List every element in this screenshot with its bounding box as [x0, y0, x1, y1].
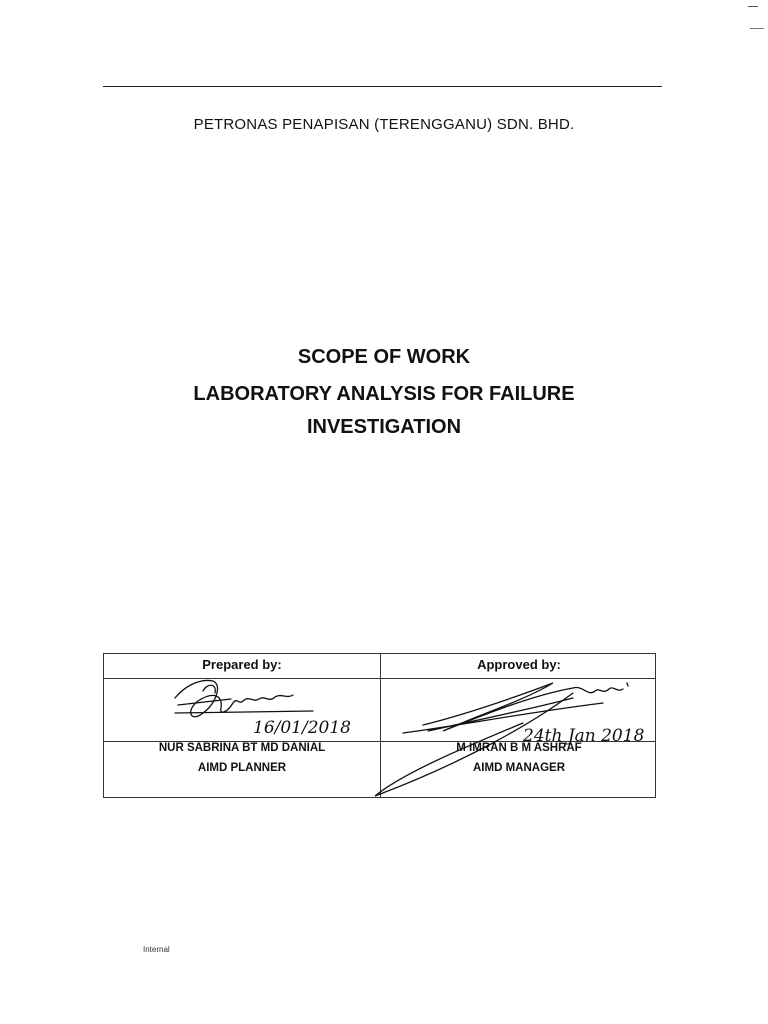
scan-corner-mark: [750, 28, 764, 29]
preparer-signature: [175, 680, 313, 716]
prepared-by-heading: Prepared by:: [202, 657, 282, 672]
approved-by-heading: Approved by:: [477, 657, 561, 672]
approver-role: AIMD MANAGER: [473, 762, 565, 774]
document-title-line-1: SCOPE OF WORK: [297, 346, 471, 368]
document-title-line-3: INVESTIGATION: [306, 416, 462, 438]
header-rule: [103, 86, 662, 87]
preparer-date: 16/01/2018: [253, 718, 351, 738]
handwritten-signatures: [103, 653, 673, 803]
scan-corner-mark: [748, 6, 758, 17]
company-name: PETRONAS PENAPISAN (TERENGGANU) SDN. BHD.: [193, 116, 575, 133]
document-title-line-2: LABORATORY ANALYSIS FOR FAILURE: [193, 383, 575, 405]
preparer-name: NUR SABRINA BT MD DANIAL: [158, 742, 326, 754]
approver-date: 24th Jan 2018: [523, 726, 645, 746]
approver-name: M IMRAN B M ASHRAF: [456, 742, 582, 754]
classification-label: Internal: [143, 945, 170, 954]
preparer-role: AIMD PLANNER: [197, 762, 287, 774]
